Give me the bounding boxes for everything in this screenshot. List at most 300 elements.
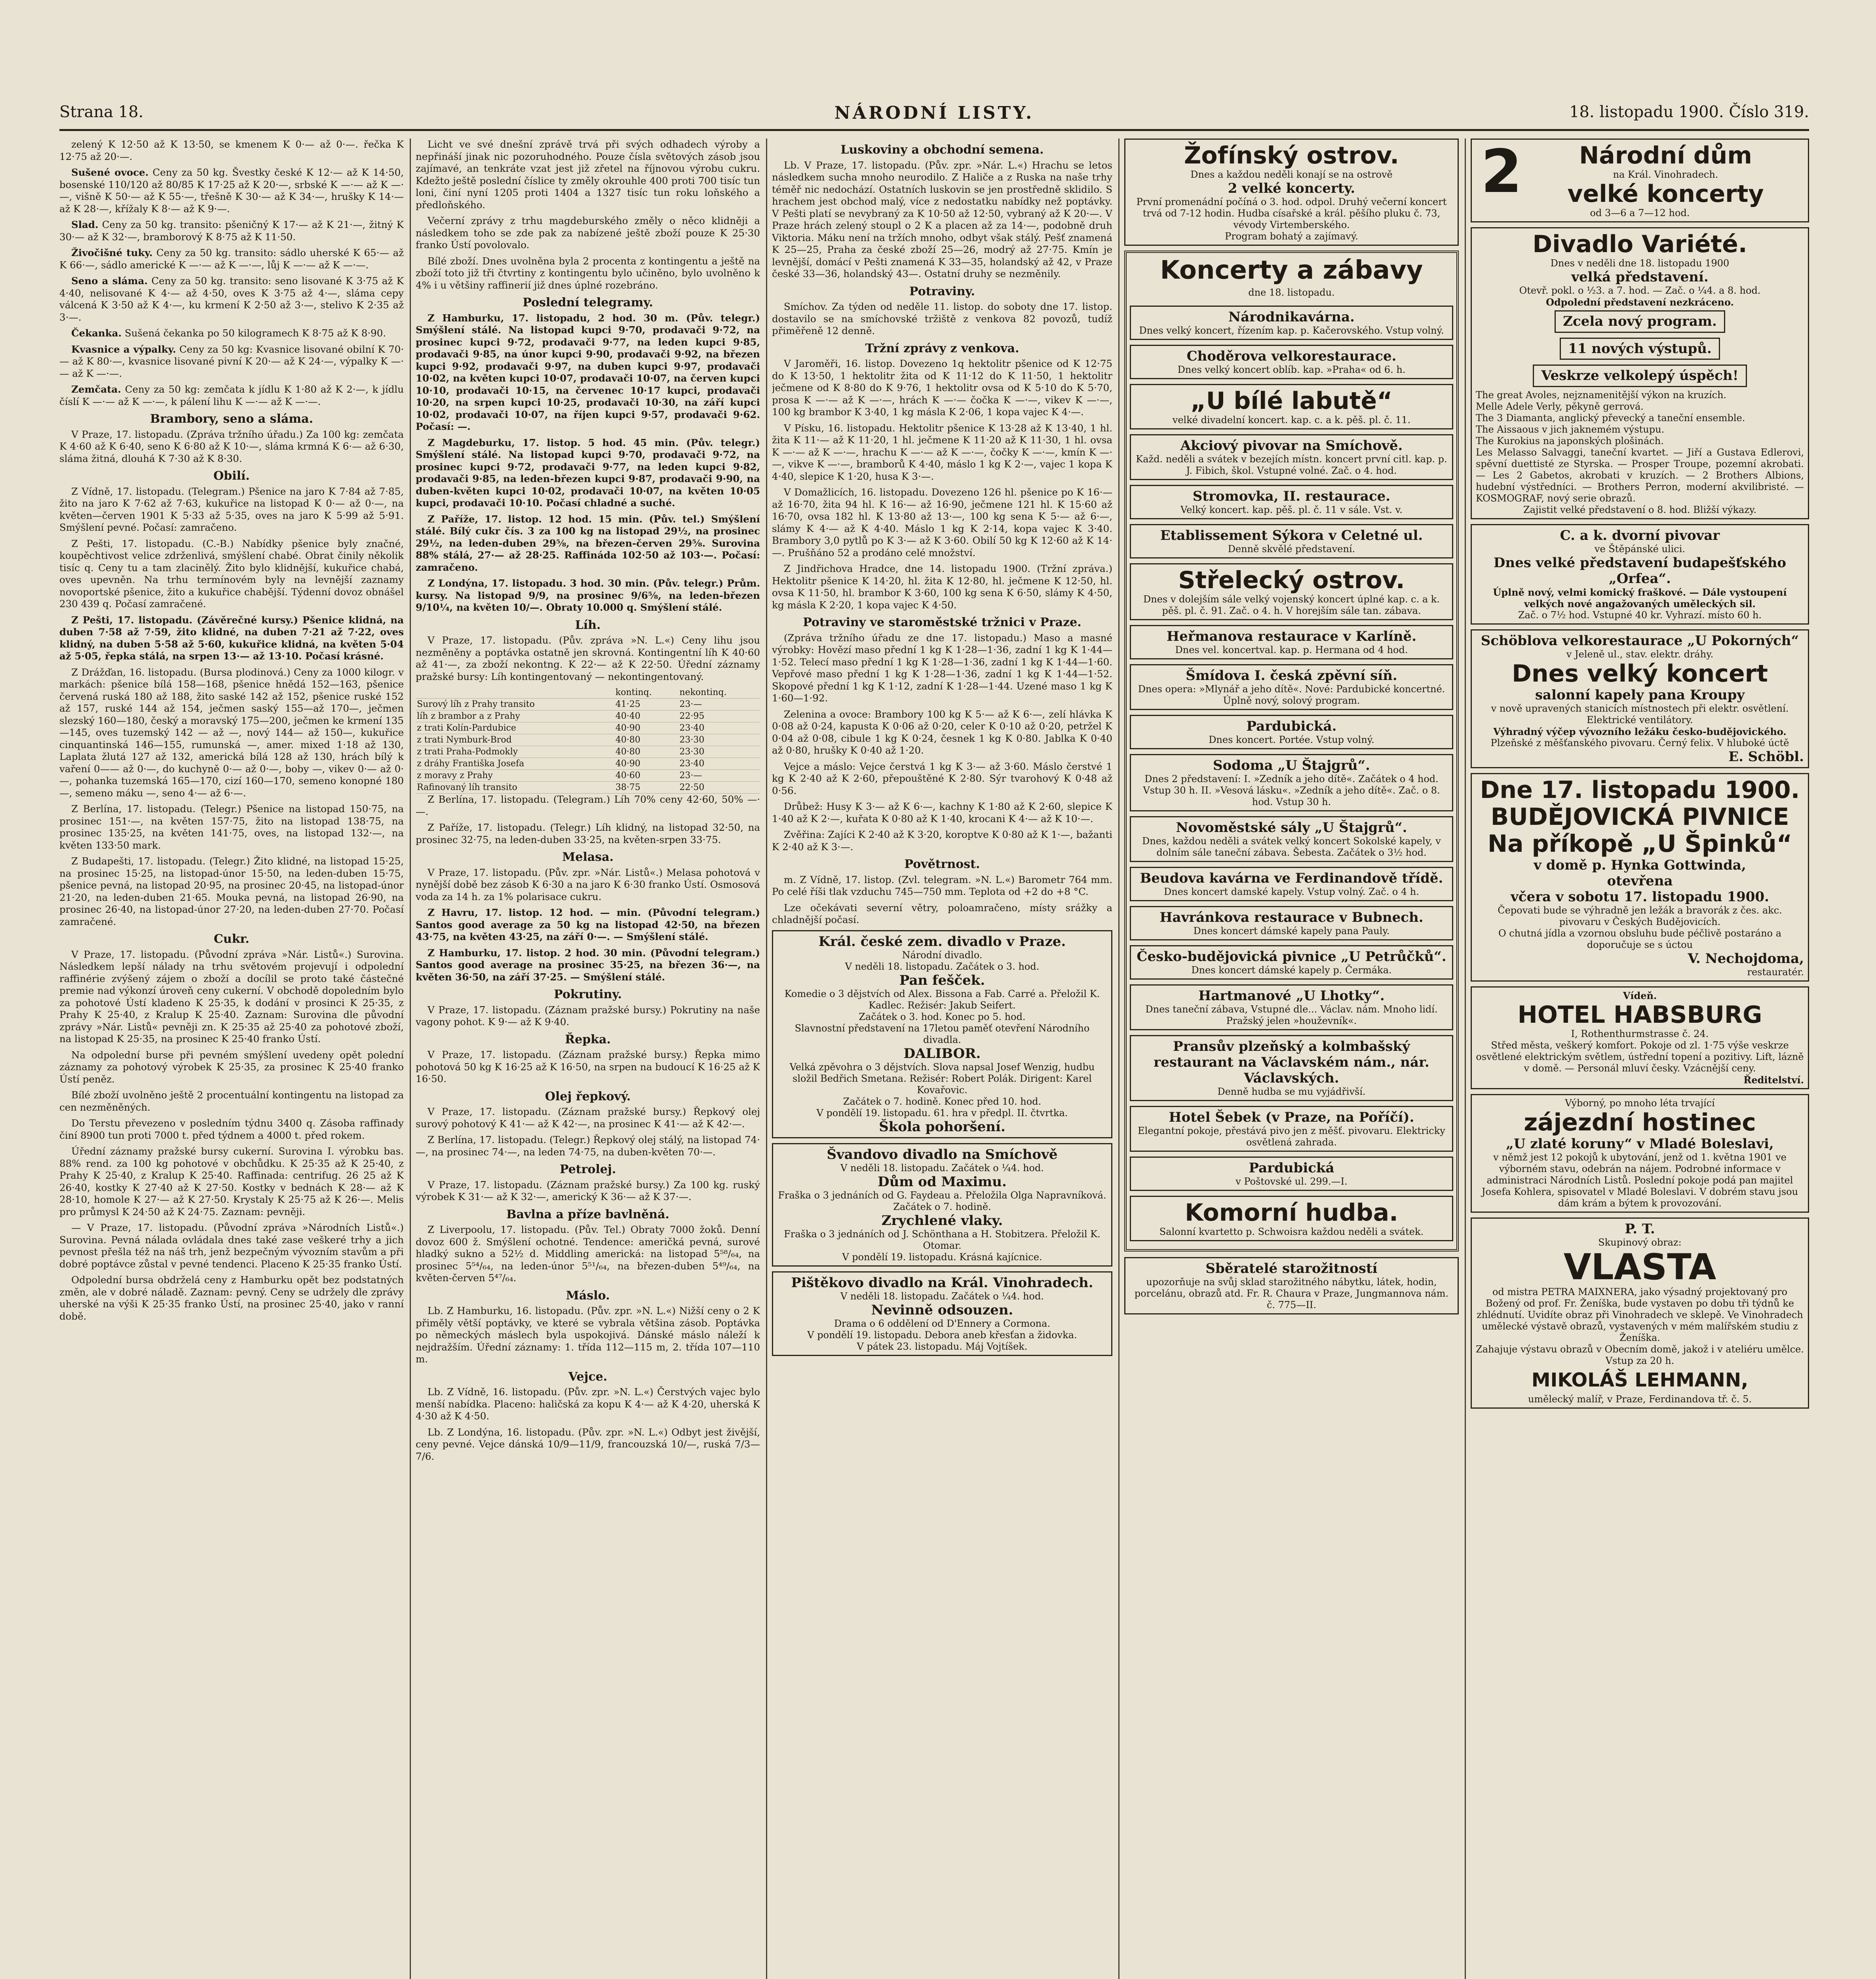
paragraph: Lze očekávati severní větry, poloamračeno, místy srážky a chladnější počasí. [772,902,1112,925]
ad-title: Hartmanové „U Lhotky“. [1198,988,1385,1004]
column-rule [410,139,411,1979]
ad-title: Havránkova restaurace v Bubnech. [1159,910,1424,925]
ad-strelecky [1130,563,1453,620]
ad-line: Každ. neděli a svátek v bezejích místn. koncert první citl. kap. p. J. Fibich, škol. Vstupné volné. Zač. o 4. hod. [1136,454,1447,476]
column-rule [766,139,767,1979]
ad-title: Komorní hudba. [1185,1199,1398,1227]
frame-date: dne 18. listopadu. [1248,287,1335,298]
ad-title: Sodoma „U Štajgrů“. [1213,758,1370,773]
header-rule [59,129,1809,131]
ad-title: Pransův plzeňský a kolmbašský restaurant na Václavském nám., nár. Václavských. [1154,1039,1429,1086]
ad-zajezdni-hostinec [1471,1094,1809,1213]
frame-title: Koncerty a zábavy [1160,256,1423,285]
paragraph [59,384,404,408]
play-title: Zrychlené vlaky. [881,1212,1003,1229]
section-heading: Zemčata. [71,384,121,395]
paragraph-text: Ceny za 50 kg: Kvasnice lisované obilní K 70·— až K 80·—, kvasnice lisované pivní K 20·— až K 24·—, výpalky K —·— až K —·—. [59,343,404,379]
paragraph: V Praze, 17. listopadu. (Záznam pražské bursy.) Za 100 kg. ruský výrobek K 31·— až K 32·—, americký K 36·— až K 37·—. [416,1179,760,1202]
paragraph [59,327,404,340]
ad-line: včera v sobotu 17. listopadu 1900. [1511,889,1769,905]
table-cell: 40·60 [614,770,679,782]
ad-line: Dnes velký koncert oblíb. kap. »Praha« od 6. h. [1177,364,1406,375]
ad-narodnik [1130,306,1453,340]
ad-sodoma [1130,754,1453,811]
table-cell: 41·25 [614,699,679,710]
paragraph: V Jaroměři, 16. listop. Dovezeno 1q hektolitr pšenice od K 12·75 do K 13·50, 1 hektolitr žita od K 11·12 do K 11·50, 1 hektolitr ječmene od K 8·80 do K 9·76, 1 hektolitr ovsa od K 5·10 do K 5·70, prosa K —·— až K —·—, hrách K —·— čočka K —·—, vikev K —·—, 100 kg brambor K 3·40, 1 kg másla K 2·06, 1 kopa vajec K 4·—. [772,358,1112,418]
ad-title: Divadlo Variété. [1532,230,1747,258]
ad-signature: V. Nechojdoma, [1688,950,1804,967]
section-heading: Olej řepkový. [545,1089,631,1103]
ad-title: Hotel Šebek (v Praze, na Poříčí). [1169,1109,1414,1125]
act-line: The Kurokius na japonských plošinách. [1476,435,1664,446]
paragraph: Zvěřina: Zajíci K 2·40 až K 3·20, koroptve K 0·80 až K 1·—, bažanti K 2·40 až K 3·—. [772,829,1112,853]
table-cell: 38·75 [614,782,679,794]
ad-title: Národnikavárna. [1228,309,1355,325]
column-rule [1465,139,1466,1979]
ad-schobl [1471,629,1809,768]
table-cell: 23·40 [678,722,760,734]
page-header [59,99,1809,127]
newspaper-page [59,99,1809,1979]
section-heading: Sušené ovoce. [71,167,149,178]
ad-line: I, Rothenthurmstrasse č. 24. [1571,1028,1709,1039]
table-cell: 40·90 [614,758,679,770]
table-cell: 40·40 [614,710,679,722]
acts-box: 11 nových výstupů. [1560,338,1720,360]
table-cell: Rafinovaný líh transito [416,782,614,794]
ad-line: V pondělí 19. listopadu. 61. hra v předpl. II. čtvrtka. [816,1107,1068,1119]
section-heading: Seno a sláma. [71,275,148,287]
paragraph: zelený K 12·50 až K 13·50, se kmenem K 0·— až 0·—. řečka K 12·75 až 20·—. [59,139,404,162]
ad-line: v Poštovské ul. 299.—I. [1235,1176,1348,1187]
ad-sberatele [1124,1257,1459,1314]
paragraph: V Praze, 17. listopadu. (Zpráva tržního úřadu.) Za 100 kg: zemčata K 4·60 až K 6·40, seno K 6·80 až K 10·—, sláma krmná K 6·— až 6·30, sláma žitná, dlouhá K 7·30 až K 8·30. [59,428,404,464]
play-title: Pan fešček. [899,972,985,988]
ad-title: Švandovo divadlo na Smíchově [827,1146,1058,1162]
section-heading: Melasa. [562,850,614,864]
paragraph: Bílé zboží. Dnes uvolněna byla 2 procenta z kontingentu a ještě na zboží toto již tři čtvrtiny z kontingentu bylo učiněno, bylo uvolněno k 4% i u většiny raffinerií již dnes úplné rozebráno. [416,255,760,291]
spirit-price-table [416,687,760,794]
ad-line: Skupinový obraz: [1598,1236,1682,1248]
paragraph: — V Praze, 17. listopadu. (Původní zpráva »Národních Listů«.) Surovina. Pevná nálada ovládala dnes také zase veškeré trhy a jich pevnost přešla též na náš trh, jenž bezpečným vývozním stavům a při dobré poptávce zůstal v pevné tendenci. Placeno K 25·35 franko Ústí. [59,1222,404,1270]
table-cell: z trati Kolín-Pardubice [416,722,614,734]
ad-line: Denně hudba se mu vyjádřivší. [1217,1086,1366,1097]
table-row [416,722,760,734]
ad-line: V neděli 18. listopadu. Začátek o ¼4. hod. [840,1290,1044,1302]
paragraph: Z Berlína, 17. listopadu. (Telegram.) Líh 70% ceny 42·60, 50% —·—. [416,794,760,817]
ad-headline: 2 velké koncerty. [1228,180,1355,196]
ad-cesko-budejovicka [1130,945,1453,980]
section-heading: Poslední telegramy. [523,296,653,310]
ad-salutation: P. T. [1625,1221,1655,1237]
paragraph: Večerní zprávy z trhu magdeburského změly o něco klidněji a následkem toho se zde pak za nabízené ještě zboží pouze K 25·30 franko Ústí povolovalo. [416,215,760,251]
ad-line: Dnes v neděli dne 18. listopadu 1900 [1550,258,1730,269]
paragraph: V Domažlicích, 16. listopadu. Dovezeno 126 hl. pšenice po K 16·— až 16·70, žita 94 hl. K 16·— až 16·90, ječmene 121 hl. K 15·60 až 16·70, ovsa 182 hl. K 13·80 až 13·—, 100 kg sena K 5·— až 6·—, slámy K 4·— až K 4·40. Máslo 1 kg K 2·14, kopa vajec K 3·40. Brambory 3,0 pytlů po K 3·— až K 3·60. Obilí 50 kg K 12·60 až K 14·—. Prušňáno 52 a prodáno celé množství. [772,486,1112,558]
ad-dvorni-pivovar [1471,524,1809,625]
table-row [416,734,760,746]
paragraph: Lb. Z Londýna, 16. listopadu. (Pův. zpr. »N. L.«) Odbyt jest živější, ceny pevné. Vejce dánská 10/9—11/9, francouzská 10/—, ruská 7/3—7/6. [416,1426,760,1462]
ad-line: Zajistit velké představení o 8. hod. Bližší výkazy. [1523,504,1757,515]
ad-beudova [1130,867,1453,901]
column-rule [1118,139,1120,1979]
ad-line: V pondělí 19. listopadu. Krásná kajícnice. [842,1251,1042,1263]
paragraph: Z Budapešti, 17. listopadu. (Telegr.) Žito klidné, na listopad 15·25, na prosinec 15·25, na listopad-únor 15·50, na leden-duben 15·75, pšenice pevná, na listopad 20·95, na prosinec 20·45, na listopad-únor 21·20, na leden-duben 21·65. Mouka pevná, na listopad 26·90, na prosinec 26·40, na listopad-únor 27·20, na leden-duben 27·70. Počasí zamračené. [59,855,404,927]
table-cell: 40·90 [614,722,679,734]
section-heading: Máslo. [566,1288,610,1303]
paragraph: Na odpolední burse při pevném smýšlení uvedeny opět polední záznamy za pohotový výrobek K 25·35, za prosinec K 25·40 franko Ústí peněz. [59,1049,404,1085]
ad-title: Etablissement Sýkora v Celetné ul. [1160,528,1423,543]
ad-line: salonní kapely pana Kroupy [1535,687,1745,703]
ad-line: Otevř. pokl. o ½3. a 7. hod. — Zač. o ¼4. a 8. hod. [1519,285,1761,296]
ad-vlasta [1471,1217,1809,1409]
paragraph: V Písku, 16. listopadu. Hektolitr pšenice K 13·28 až K 13·40, 1 hl. žita K 11·— až K 11·20, 1 hl. ječmene K 11·20 až K 11·30, 1 hl. ovsa K —·— až K —·—, hrachu K —·— až K —·—, čočky K —·—, kmín K —·—, vikve K —·—, bramborů K 4·40, máslo 1 kg K 2·—, vajec 1 kopa K 4·40, slepice K 1·20, husa K 3·—. [772,422,1112,482]
ad-line: Plzeňské z měšťanského pivovaru. Černý felix. V hluboké úctě [1490,737,1789,748]
ad-line: Začátek o 7. hodině. Konec před 10. hod. [843,1096,1042,1107]
paragraph-text: Ceny za 50 kg. Švestky české K 12·— až K 14·50, bosenské 110/120 až 80/85 K 17·25 až K 20·—, srbské K —·— až K —·—, višně K 50·— až K 55·—, třešně K 30·— až K 34·—, hrušky K 14·— až K 28·—, křížaly K 8·— až K 9·—. [59,167,404,215]
ad-novomestske [1130,816,1453,862]
section-heading: Obilí. [213,469,250,483]
table-header-cell [416,687,614,699]
column-1 [59,139,404,1979]
frame-date-box [1130,285,1453,301]
paragraph: Z Berlína, 17. listopadu. (Telegr.) Řepkový olej stálý, na listopad 74·—, na prosinec 74·—, na leden 74·75, na duben-květen 70·—. [416,1134,760,1158]
ad-title: zájezdní hostinec [1524,1108,1756,1136]
program-box: Zcela nový program. [1555,310,1725,333]
ad-line: Zač. o 7½ hod. Vstupné 40 kr. Vyhrazí. místo 60 h. [1518,609,1762,621]
ad-title: HOTEL HABSBURG [1517,1001,1762,1029]
ad-line: Dnes 2 představení: I. »Zedník a jeho dítě«. Začátek o 4 hod. Vstup 30 h. II. »Vesová lásku«. »Zedník a jeho dítě«. Zač. o 8. hod. Vstup 30 h. [1143,773,1440,807]
ad-line: umělecký malíř, v Praze, Ferdinandova tř. č. 5. [1528,1393,1752,1405]
theatre-listing-pistek [772,1271,1112,1356]
ad-title: Sběratelé starožitností [1205,1261,1378,1276]
ad-line: Fraška o 3 jednáních od G. Faydeau a. Přeložila Olga Napravníková. [778,1189,1106,1201]
paragraph-text: Ceny za 50 kg: zemčata k jídlu K 1·80 až K 2·—, k jídlu číslí K —·— až K —·—, k pálení lihu K —·— až K —·—. [59,384,404,407]
section-heading: Živočišné tuky. [71,247,153,258]
column-5 [1471,139,1809,1979]
ad-line: Velký koncert. kap. pěš. pl. č. 11 v sále. Vst. v. [1180,504,1403,515]
section-heading: Potraviny ve staroměstské tržnici v Praze. [803,615,1082,629]
ad-havrankova [1130,906,1453,940]
ad-hartman [1130,984,1453,1030]
ad-title: Pardubická. [1246,718,1337,734]
ad-title: Žofínský ostrov. [1184,142,1399,169]
paragraph: m. Z Vídně, 17. listop. (Zvl. telegram. »N. L.«) Barometr 764 mm. Po celé říši tlak vzduchu 745—750 mm. Teplota od +2 do +8 °C. [772,874,1112,897]
paragraph: Licht ve své dnešní zprávě trvá při svých odhadech výroby a nepřináší jinak nic pozoruhodného. Pouze čísla světových zásob jsou zajímavé, an tenkráte vzat jest již zřetel na říjnovou výrobu cukru. Kdežto ještě poslední číslice ty změly okrouhle 400 proti 700 tisíc tun loni, činí nyní 1205 proti 1404 a 1327 tisíc tun roku loňského a předloňského. [416,139,760,211]
ad-line: Dnes koncert dámské kapely p. Čermáka. [1191,965,1392,976]
ad-hotel-habsburg [1471,986,1809,1089]
ad-line: od mistra PETRA MAIXNERA, jako výsadný projektovaný pro Božený od prof. Fr. Ženíška, bude vystaven po dobu tři týdnů ke zhlédnutí. Uvidíte obraz při Vinohradech ve sklepě. Ve Vinohradech umělecké výstavě obrazů, vystavených v mém malířském studiu z Ženíška. [1477,1286,1803,1343]
ad-sykora [1130,524,1453,558]
ad-title: Král. české zem. divadlo v Praze. [818,933,1066,950]
ad-stromovka [1130,485,1453,519]
table-header-row [416,687,760,699]
table-header-cell: nekontinq. [678,687,760,699]
paragraph: Lb. Z Vídně, 16. listopadu. (Pův. zpr. »N. L.«) Čerstvých vajec bylo menší nabídka. Placeno: haličská za kopu K 4·— až K 4·20, uherská K 4·30 až K 4·50. [416,1386,760,1422]
ad-komorni [1130,1196,1453,1241]
ad-pransov [1130,1035,1453,1101]
section-heading: Čekanka. [71,327,122,339]
paragraph: Z Paříže, 17. listop. 12 hod. 15 min. (Pův. tel.) Smýšlení stálé. Bílý cukr čís. 3 za 100 kg na listopad 29½, na prosinec 29½, na leden-duben 29⅝, na březen-červen 29⅝. Surovina 88% stálá, 27·— až 28·25. Raffináda 102·50 až 103·—. Počasí: zamračeno. [416,513,760,573]
table-cell: z trati Nymburk-Brod [416,734,614,746]
paragraph: Smíchov. Za týden od neděle 11. listop. do soboty dne 17. listop. dostavilo se na smíchovské tržiště z venkova 82 povozů, tudíž přiměřeně 12 denně. [772,301,1112,336]
table-cell: 23·— [678,699,760,710]
table-header-cell: kontinq. [614,687,679,699]
table-cell: 22·50 [678,782,760,794]
paragraph-text: Sušená čekanka po 50 kilogramech K 8·75 až K 8·90. [124,327,386,339]
paragraph: Z Paříže, 17. listopadu. (Telegr.) Líh klidný, na listopad 32·50, na prosinec 32·75, na leden-duben 33·25, na květen-srpen 33·75. [416,822,760,845]
ad-pardubicka-2 [1130,1157,1453,1191]
section-heading: Pokrutiny. [554,988,622,1001]
ad-line: Slavnostní představení na 17letou paměť otevření Národního divadla. [794,1022,1090,1045]
concerts-frame [1124,251,1459,1252]
paragraph-text: Ceny za 50 kg. transito: pšeničný K 17·— až K 21·—, žitný K 30·— až K 32·—, bramborový K 8·75 až K 11·50. [59,219,404,243]
ad-headline: Dnes velké představení budapešťského „Orfea“. [1493,555,1787,587]
ad-subtitle: Národní divadlo. [902,949,983,961]
ad-line: Dnes koncert dámské kapely pana Pauly. [1193,925,1390,936]
theatre-listing-svandovo [772,1143,1112,1267]
table-cell: 23·30 [678,734,760,746]
ad-narodni-dum [1471,139,1809,222]
table-cell: z dráhy Františka Josefa [416,758,614,770]
section-heading: Líh. [575,618,601,632]
ad-zofin [1124,139,1459,246]
table-cell: 22·95 [678,710,760,722]
table-cell: 40·80 [614,746,679,758]
table-cell: Surový líh z Prahy transito [416,699,614,710]
paragraph: Odpolední bursa obdrželá ceny z Hamburku opět bez podstatných změn, ale v dobré náladě. Zaznam: pevný. Ceny se udržely dle zprávy uherské na výši K 25·35 franko Ústí, na prosinec 25·40, jako v ranní době. [59,1274,404,1322]
ad-line: v Jeleně ul., stav. elektr. dráhy. [1566,648,1714,660]
ad-line: Dnes velký koncert, řízením kap. p. Kačerovského. Vstup volný. [1139,325,1444,336]
paragraph: Z Drážďan, 16. listopadu. (Bursa plodinová.) Ceny za 1000 kilogr. v markách: pšenice bílá 158—168, pšenice hnědá 152—163, pšenice červená ruská 180 až 188, žito saské 142 až 152, pšenice ruské 152 až 157, ruské 144 až 154, ječmen saský 155—až 170—, ječmen slezský 160—180, český a moravský 175—200, ječmen ke krmení 135—145, oves tuzemský 142 — až —, nový 144— až 150—, kukuřice cinquantinská 146—155, rumunská —, amer. mixed 1·18 až 130, Laplata žlutá 127 až 132, americká bílá 128 až 130, hrách bílý k vaření 0—— až 0·—, do kuchyně 0·— až 0·—, boby —, vikev 0·— až 0·—, pohanka tuzemská 165—170, cizí 160—170, semeno konopné 180—, semeno máku —, seno 4·— až 6·—. [59,666,404,799]
table-cell: 23·— [678,770,760,782]
ad-line: Střed města, veškerý komfort. Pokoje od zl. 1·75 výše veskrze osvětlené elektrickým světlem, ústřední topení a pozitivy. Lift, lázně v domě. — Personál mluví česky. Vzácnější ceny. [1476,1039,1804,1074]
play-title: Nevinně odsouzen. [871,1302,1013,1318]
ad-line: na Král. Vinohradech. [1613,169,1718,180]
ad-headline: Na příkopě „U Špinků“ [1487,830,1792,858]
paragraph: V Praze, 17. listopadu. (Pův. zpr. »Nár. Listů«.) Melasa pohotová v nynější době bez zásob K 6·30 a na jaro K 6·30 franko Ústí. Osmosová voda za 14 h. za 1% polarisace cukru. [416,866,760,902]
section-heading: Luskoviny a obchodní semena. [840,143,1044,157]
section-heading: Potraviny. [909,284,975,298]
ad-variete [1471,227,1809,519]
ad-line: Dnes koncert damské kapely. Vstup volný. Zač. o 4 h. [1164,886,1419,897]
ad-title: Novoměstské sály „U Štajgrů“. [1176,820,1407,836]
paragraph: Úřední záznamy pražské bursy cukerní. Surovina I. výrobku bas. 88% rend. za 100 kg pohotové v obchůdku. K 25·35 až K 25·40, z Prahy K 25·40, z Kralup K 25·40. Raffinada: centrifug. 26 25 až K 26·40, kostky K 27·40 až K 27·50. Kostky v bednách K 28·— až K 28·10, homole K 27·— až K 27·50. Krystaly K 25·75 až K 26·—. Melis pro průmysl K 24·50 až K 24·75. Zaznam: pevněji. [59,1145,404,1217]
issue-date: 18. listopadu 1900. Číslo 319. [1569,103,1809,121]
ad-line: O chutná jídla a vzornou obsluhu bude péčlivě postaráno a doporučuje se s úctou [1498,927,1782,950]
ad-title: Schöblova velkorestaurace „U Pokorných“ [1481,632,1799,649]
paragraph [59,344,404,380]
play-title: Dům od Maximu. [878,1174,1007,1190]
ad-hermanova [1130,625,1453,659]
ad-line: v nově upravených stanicích místnostech při elektr. osvětlení. Elektrické ventilátory. [1491,703,1789,726]
ad-signature: MIKOLÁŠ LEHMANN, [1531,1369,1749,1391]
paragraph: Z Liverpoolu, 17. listopadu. (Pův. Tel.) Obraty 7000 žoků. Denní dovoz 600 ž. Smýšlení ochotné. Tendence: američká pevná, surové hladký sukno a 52½ d. Middling americká: na listopad 5⁵⁸/₆₄, na prosinec 5⁵⁴/₆₄, na leden-únor 5⁵¹/₆₄, na březen-duben 5⁴⁹/₆₄, na květen-červen 5⁴⁷/₆₄. [416,1224,760,1284]
table-row [416,770,760,782]
table-row [416,746,760,758]
ad-headline: Dnes velký koncert [1512,659,1768,688]
ad-line: Úplně nový, velmi komický fraškové. — Dále vystoupení velkých nové angažovaných uměleckých sil. [1493,586,1787,610]
paragraph [59,247,404,271]
ad-line: Dnes koncert. Portée. Vstup volný. [1209,734,1374,745]
play-title: DALIBOR. [903,1045,981,1062]
ad-title: Stromovka, II. restaurace. [1192,488,1391,504]
paragraph [59,275,404,323]
ad-labute [1130,384,1453,429]
page-number: Strana 18. [59,103,144,121]
section-heading: Řepka. [565,1032,611,1046]
ad-title: BUDĚJOVICKÁ PIVNICE [1490,803,1789,831]
ad-line: Salonní kvartetto p. Schwoisra každou neděli a svátek. [1159,1226,1424,1237]
ad-title: „U bílé labutě“ [1190,387,1393,415]
paragraph: Z Havru, 17. listop. 12 hod. — min. (Původní telegram.) Santos good average za 50 kg na listopad 42·50, na březen 43·75, na květen 43·25, na září 0·—. — Smýšlení stálé. [416,907,760,942]
ad-line: Dnes opera: »Mlynář a jeho dítě«. Nové: Pardubické koncertné. Úplně nový, solový program. [1138,684,1445,706]
table-row [416,782,760,794]
act-line: The great Avoles, nejznamenitější výkon na kruzích. [1476,389,1727,401]
paragraph: Z Pešti, 17. listopadu. (C.-B.) Nabídky pšenice byly značné, koupěchtivost velice zdrženlivá, smýšlení chabé. Obrat činily několik tisíc q. Ceny tu a tam zlacinělý. Žito bylo klidnější, kukuřice chabá, oves upevněn. Na trhu termínovém byly na levnější zaznamy novoportské pšenice, žito a kukuřice chabější. Týdenní dovoz obnášel 230 439 q. Počasí zamračené. [59,537,404,610]
ad-title: C. a k. dvorní pivovar [1560,527,1720,543]
column-3 [772,139,1112,1979]
ad-line: Fraška o 3 jednáních od J. Schönthana a H. Stobitzera. Přeložil K. Otomar. [784,1228,1101,1251]
ad-line: Výhradný výčep vývozního ležáku česko-budějovického. [1493,726,1787,737]
numeral-two: 2 [1481,139,1522,206]
ad-line: od 3—6 a 7—12 hod. [1590,207,1690,218]
ad-line: Elegantní pokoje, přestává pivo jen z měšť. pivovaru. Elektricky osvětlená zahrada. [1138,1125,1445,1148]
paragraph: Z Jindřichova Hradce, dne 14. listopadu 1900. (Tržní zpráva.) Hektolitr pšenice K 14·20, hl. žita K 12·80, hl. ječmene K 12·50, hl. ovsa K 11·50, hl. brambor K 3·60, 100 kg sena K 6·50, slámy K 4·50, kg másla K 2·20, 1 kopa vajec K 4·50. [772,563,1112,611]
ad-headline: velké koncerty [1567,180,1764,208]
ad-line: Dnes, každou neděli a svátek velký koncert Sokolské kapely, v dolním sále taneční zábava. Šebesta. Začátek o 3½ hod. [1142,836,1441,858]
ad-line: Komedie o 3 dějstvích od Alex. Bissona a Fab. Carré a. Přeložil K. Kadlec. Režisér: Jakub Seifert. [784,988,1100,1011]
paragraph-text: Ceny za 50 kg. transito: sádlo uherské K 65·— až K 66·—, sádlo americké K —·— až K —·—, lůj K —·— až K —·—. [59,247,404,271]
section-heading: Cukr. [214,932,249,946]
column-2 [416,139,760,1979]
paragraph: V Praze, 17. listopadu. (Původní zpráva »Nár. Listů«.) Surovina. Následkem lepší nálady na trhu světovém projevují i odpolední raffinérie zvýšený zájem o zboží a docílil se proto také částečné premie nad výkonzí úroveň ceny cukerní. V obchodě dopoledním bylo za pohotové Ústí kladeno K 25·35, k dodání v prosinci K 25·35, z Prahy K 25·40, z Kralup K 25·40. Zaznam: Surovina dle původní zprávy »Nár. Listů« pevněji zn. K 25·35 až 25·40 za pohotové zboží, na listopad K 25·35, na prosinec K 25·40 franko Ústí. [59,948,404,1045]
paragraph: Z Hamburku, 17. listopadu, 2 hod. 30 m. (Pův. telegr.) Smýšlení stálé. Na listopad kupci 9·70, prodavači 9·72, na prosinec kupci 9·72, prodavači 9·77, na leden kupci 9·85, prodavači 9·85, na únor kupci 9·90, prodavači 9·92, na březen kupci 9·92, prodavači 9·97, na duben kupci 9·97, prodavači 10·02, na květen kupci 10·07, prodavači 10·07, na červen kupci 10·10, prodavači 10·15, na červenec 10·17 kupci, prodavači 10·20, na srpen kupci 10·25, prodavači 10·30, na září kupci 10·02, prodavači 10·07, na říjen kupci 9·57, prodavači 9·62. Počasí: —. [416,312,760,432]
paragraph-text: Ceny za 50 kg. transito: seno lisované K 3·75 až K 4·40, nelisované K 4·— až 4·50, oves K 3·75 až 4·—, sláma cepy válcená K 3·50 až K 4·—, ku krmení K 2·50 až 3·—, stelivo K 2·35 až 3·—. [59,275,404,323]
ad-title: Česko-budějovická pivnice „U Petrůčků“. [1137,949,1446,965]
paragraph: Do Terstu převezeno v posledním týdnu 3400 q. Zásoba raffinady činí 8900 tun proti 7000 t. před týdnem a 4000 t. před rokem. [59,1117,404,1141]
act-line: The Aissaous v jich jaknemém výstupu. [1476,424,1665,435]
paragraph: V Praze, 17. listopadu. (Záznam pražské bursy.) Řepka mimo pohotová 50 kg K 16·25 až K 16·50, na srpen na budoucí K 16·25 až K 16·50. [416,1049,760,1084]
ad-signature-role: restauratér. [1747,966,1804,978]
section-heading: Bavlna a příze bavlněná. [506,1207,669,1221]
ad-title: Beudova kavárna ve Ferdinandově třídě. [1140,870,1443,886]
ad-title: Pardubická [1249,1160,1334,1176]
success-box: Veskrze velkolepý úspěch! [1533,365,1747,387]
section-heading: Brambory, seno a sláma. [150,412,314,426]
ad-signature: E. Schöbl. [1728,748,1804,765]
ad-line: V neděli 18. listopadu. Začátek o 3. hod. [845,961,1040,972]
ad-line: Velká zpěvohra o 3 dějstvích. Slova napsal Josef Wenzig, hudbu složil Bedřich Smetana. Režisér: Robert Polák. Dirigent: Karel Kovařovic. [789,1061,1095,1096]
play-title: Škola pohoršení. [879,1119,1005,1135]
ad-line: „U zlaté koruny“ v Mladé Boleslavi, [1506,1136,1774,1152]
table-cell: 23·40 [678,758,760,770]
ad-line: otevřena [1607,873,1673,889]
ad-title: Šmídova I. česká zpěvní síň. [1186,668,1397,684]
paragraph: Lb. V Praze, 17. listopadu. (Pův. zpr. »Nár. L.«) Hrachu se letos následkem sucha mnoho neurodilo. Z Haliče a z Ruska na naše trhy téměř nic nedochází. Ostatních luskovin se jen prostředně sklidilo. S hrachem jest obchod malý, více z nedostatku nabídky než poptávky. V Pešti platí se nevybraný za K 10·50 až 12·50, vybraný až K 20·—. V Praze hrách zelený stoupl o 2 K a placen až za 14·—, podobně druh Viktoria. Máku není na tržích mnoho, odbyt však stálý. Pešť znamená K 25—25, Praha za české zboží 25—26, modrý až 27·75. Kmín je levnější, domácí v Pešti znamená K 33—35, holandský až 42, v Praze české 33—36, holandský 43—. Ostatní druhy se nezměnily. [772,159,1112,279]
paragraph: Vejce a máslo: Vejce čerstvá 1 kg K 3·— až 3·60. Máslo čerstvé 1 kg K 2·40 až K 2·60, přepouštěné K 2·80. Sýr tvarohový K 0·48 až 0·56. [772,760,1112,796]
section-heading: Petrolej. [559,1162,616,1176]
paragraph: Z Londýna, 17. listopadu. 3 hod. 30 min. (Pův. telegr.) Prům. kursy. Na listopad 9/9, na prosinec 9/6⅝, na leden-březen 9/10¼, na květen 10/—. Obraty 10.000 q. Smýšlení stálé. [416,577,760,613]
ad-line: V neděli 18. listopadu. Začátek o ¼4. hod. [840,1162,1044,1174]
paragraph [59,219,404,243]
ad-chodera [1130,345,1453,379]
paragraph: (Zpráva tržního úřadu ze dne 17. listopadu.) Maso a masné výrobky: Hovězí maso přední 1 kg K 1·28—1·36, zadní 1 kg K 1·44—1·52. Telecí maso přední 1 kg K 1·28—1·36, zadní 1 kg K 1·44—1·60. Vepřové maso přední 1 kg K 1·28—1·36, zadní 1 kg K 1·44—1·52. Skopové přední 1 kg K 1·12, zadní K 1·28—1·44. Uzené maso 1 kg K 1·60—1·92. [772,632,1112,704]
table-row [416,758,760,770]
acts-list: Les Melasso Salvaggi, taneční kvartet. — Jiří a Gustava Edlerovi, spěvní duettisté ze Styrska. — Prosper Troupe, pozemní akrobati. — Les 2 Gabetos, akrobati v kruzích. — 2 Brothers Albions, hudební výstředníci. — Brothers Perron, moderní akvilibristé. — KOSMOGRAF, nový serie obrazů. [1476,446,1804,504]
act-line: The 3 Diamanta, anglický převecký a taneční ensemble. [1476,412,1745,424]
ad-line: Dnes v dolejším sále velký vojenský koncert úplné kap. c. a k. pěš. pl. č. 91. Zač. o 4. h. V horejším sále tan. zábava. [1143,594,1440,616]
section-heading: Povětrnost. [904,857,980,871]
ad-title: Choděrova velkorestaurace. [1186,348,1397,364]
paragraph: V Praze, 17. listopadu. (Pův. zpráva »N. L.«) Ceny lihu jsou nezměněny a poptávka ostatně jen skrovná. Kontingentní líh K 40·60 až 41·—, za zboží nekontng. K 22·— až K 22·50. Úřední záznamy pražské bursy: Líh kontingentovaný — nekontingentovaný. [416,634,760,682]
table-row [416,710,760,722]
ad-line: Dnes vel. koncertval. kap. p. Hermana od 4 hod. [1175,644,1408,655]
ad-line: Program bohatý a zajímavý. [1225,231,1358,242]
act-line: Melle Adele Verly, pěkyně gerrová. [1476,401,1644,412]
ad-sebek [1130,1106,1453,1152]
ad-line: Denně skvělé představení. [1228,543,1355,555]
paragraph: Z Hamburku, 17. listop. 2 hod. 30 min. (Původní telegram.) Santos good average na prosinec 35·25, na březen 36·—, na květen 36·50, na září 37·25. — Smýšlení stálé. [416,947,760,983]
ad-city: Vídeň. [1623,990,1657,1001]
ad-line: Odpolední představení nezkráceno. [1546,296,1734,308]
paragraph: V Praze, 17. listopadu. (Záznam pražské bursy.) Řepkový olej surový pohotový K 41·— až K 42·—, na prosinec K 41·— až K 42·—. [416,1106,760,1130]
paragraph: Z Berlína, 17. listopadu. (Telegr.) Pšenice na listopad 150·75, na prosinec 151·—, na květen 157·75, žito na listopad 138·75, na prosinec 135·25, na květen 141·75, oves, na listopad 132·—, na květen 133·50 mark. [59,803,404,851]
ad-akciovy [1130,434,1453,480]
ad-line: Výborný, po mnoho léta trvající [1565,1097,1715,1109]
ad-budejovicka-pivnice [1471,773,1809,982]
ad-line: Dnes taneční zábava, Vstupné dle... Václav. nám. Mnoho lidí. Pražský jelen »houževník«. [1145,1004,1438,1026]
table-cell: 23·30 [678,746,760,758]
table-row [416,699,760,710]
ad-title: Heřmanova restaurace v Karlíně. [1166,629,1417,644]
ad-pardubicka [1130,715,1453,749]
table-cell: líh z brambor a z Prahy [416,710,614,722]
section-heading: Vejce. [568,1369,608,1384]
ad-line: velké divadelní koncert. kap. c. a k. pěš. pl. č. 11. [1172,414,1411,425]
ad-line: v domě p. Hynka Gottwinda, [1534,857,1746,873]
ad-line: v němž jest 12 pokojů k ubytování, jenž od 1. května 1901 ve výborném stavu, odebrán na nájem. Podrobné informace v administraci Národních Listů. Poslední pokoje podá pan majitel Josefa Kohlera, spisovatel v Mladé Boleslavi. V dobrém stavu jsou dám krám a býtem k provozování. [1481,1151,1798,1209]
ad-title: Akciový pivovar na Smíchově. [1180,438,1403,454]
ad-date: Dne 17. listopadu 1900. [1480,776,1800,804]
table-cell: 40·80 [614,734,679,746]
paragraph: Z Pešti, 17. listopadu. (Závěrečné kursy.) Pšenice klidná, na duben 7·58 až 7·59, žito klidné, na duben 7·21 až 7·22, oves klidný, na duben 5·58 až 5·60, kukuřice klidná, na květen 5·04 až 5·05, řepka stálá, na srpen 13·— až 13·10. Počasí krásné. [59,614,404,662]
ad-line: Začátek o 7. hodině. [893,1201,991,1212]
paragraph: Bílé zboží uvolněno ještě 2 procentuální kontingentu na listopad za cen nezměněných. [59,1089,404,1113]
ad-line: Drama o 6 oddělení od D'Ennery a Cormona. [834,1318,1051,1329]
section-heading: Slad. [71,219,99,230]
ad-line: V pátek 23. listopadu. Máj Vojtíšek. [857,1341,1028,1352]
ad-line: ve Štěpánské ulici. [1594,543,1686,555]
paragraph: Drůbež: Husy K 3·— až K 6·—, kachny K 1·80 až K 2·60, slepice K 1·40 až K 2·—, kuřata K 0·80 až K 1·40, krocani K 4·— až K 10·—. [772,801,1112,824]
ad-line: Dnes a každou neděli konají se na ostrově [1190,169,1393,180]
masthead-title: NÁRODNÍ LISTY. [834,103,1034,123]
ad-signature: Ředitelství. [1743,1074,1804,1086]
paragraph: V Praze, 17. listopadu. (Záznam pražské bursy.) Pokrutiny na naše vagony pohot. K 9·— až K 9·40. [416,1004,760,1027]
section-heading: Kvasnice a výpalky. [71,343,176,355]
table-cell: z trati Praha-Podmokly [416,746,614,758]
ad-smidova [1130,664,1453,710]
paragraph: Zelenina a ovoce: Brambory 100 kg K 5·— až K 6·—, zelí hlávka K 0·08 až 0·24, kapusta K 0·06 až 0·20, celer K 0·10 až 0·20, petržel K 0·04 až 0·08, cibule 1 kg K 0·24, česnek 1 kg K 0·80. Jablka K 0·40 až 0·80, hrušky K 0·40 až 1·20. [772,708,1112,756]
paragraph: Z Magdeburku, 17. listop. 5 hod. 45 min. (Pův. telegr.) Smýšlení stálé. Na listopad kupci 9·70, prodavači 9·72, na prosinec kupci 9·72, prodavači 9·77, na leden kupci 9·82, prodavači 9·85, na leden-březen kupci 9·87, prodavači 9·90, na duben-květen kupci 10·02, prodavači 10·07, na květen 10·05 kupci, prodavači 10·10. Počasí chladné a suché. [416,437,760,509]
paragraph: Lb. Z Hamburku, 16. listopadu. (Pův. zpr. »N. L.«) Nižší ceny o 2 K přiměly větší poptávky, ve které se vybrala většina zásob. Poptávka po německých máslech byla uspokojivá. Dánské máslo náleží k nejdražším. Úřední záznamy: 1. třída 112—115 m, 2. třída 107—110 m. [416,1305,760,1365]
theatre-listing-narodni [772,930,1112,1138]
ad-title: Pištěkovo divadlo na Král. Vinohradech. [791,1274,1093,1291]
ad-title: VLASTA [1563,1246,1716,1288]
column-4 [1124,139,1459,1979]
ad-line: Čepovati bude se výhradně jen ležák a bravorák z čes. akc. pivovaru v Českých Budějovicích. [1498,904,1782,927]
section-heading: Tržní zprávy z venkova. [865,341,1019,355]
table-cell: z moravy z Prahy [416,770,614,782]
